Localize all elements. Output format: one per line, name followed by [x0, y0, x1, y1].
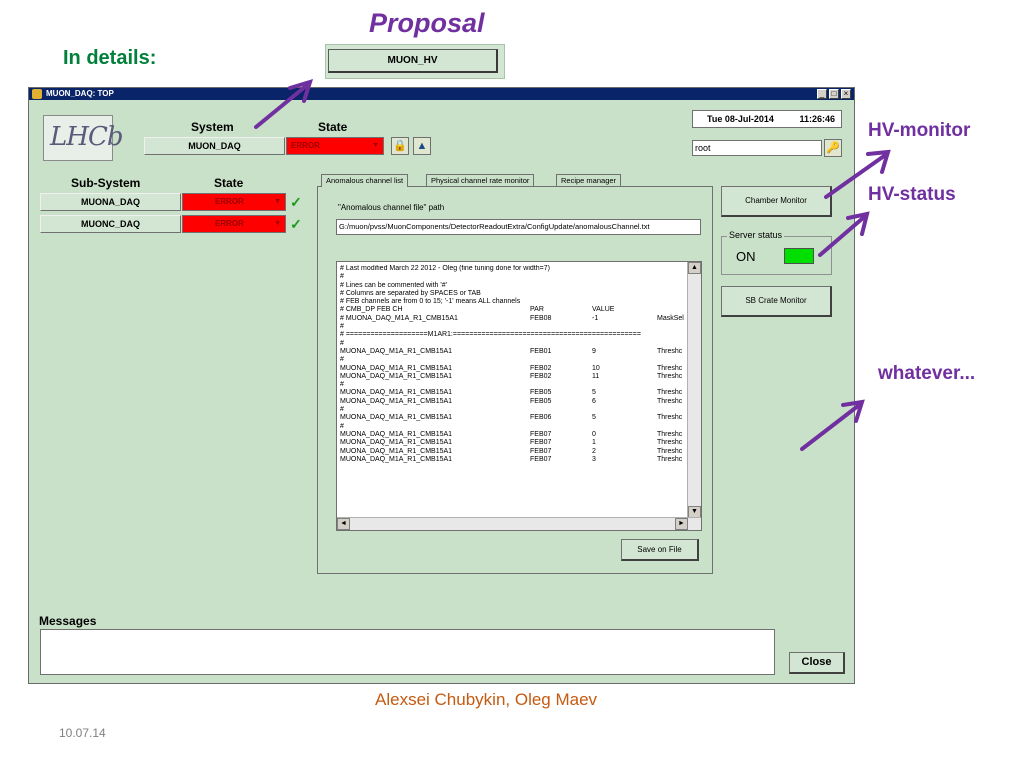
server-status-led [784, 248, 814, 264]
list-cell: # [340, 339, 344, 347]
list-cell: 5 [592, 414, 596, 422]
list-cell: MUONA_DAQ_M1A_R1_CMB15A1 [340, 447, 453, 455]
minimize-icon[interactable]: _ [817, 89, 827, 99]
list-item [340, 273, 685, 281]
list-cell: Threshc [657, 372, 683, 380]
lock-icon[interactable]: 🔒 [391, 137, 409, 155]
tab-anomalous-channel-list[interactable]: Anomalous channel list [321, 174, 408, 187]
list-item [340, 448, 685, 456]
list-item [340, 306, 685, 314]
list-cell: 6 [592, 397, 596, 405]
system-field[interactable]: MUON_DAQ [144, 137, 285, 155]
slide-subtitle: In details: [63, 47, 157, 69]
scroll-down-icon[interactable]: ▼ [688, 506, 701, 518]
list-cell: MUONA_DAQ_M1A_R1_CMB15A1 [340, 455, 453, 463]
list-cell: 1 [592, 439, 596, 447]
save-on-file-button[interactable]: Save on File [621, 539, 699, 561]
list-cell: Threshc [657, 364, 683, 372]
list-item [340, 406, 685, 414]
list-cell: FEB02 [530, 364, 552, 372]
list-item [340, 431, 685, 439]
date-value: Tue 08-Jul-2014 [707, 114, 774, 124]
checkmark-icon: ✓ [290, 194, 302, 210]
list-item [340, 298, 685, 306]
list-item [340, 282, 685, 290]
scroll-up-icon[interactable]: ▲ [688, 262, 701, 274]
scroll-left-icon[interactable]: ◄ [337, 518, 350, 530]
list-cell: # ====================M1AR1:============================================== [340, 331, 641, 339]
state-label: State [318, 120, 348, 134]
close-icon[interactable]: × [841, 89, 851, 99]
tab-physical-channel-rate-monitor[interactable]: Physical channel rate monitor [426, 174, 534, 186]
close-button[interactable]: Close [789, 652, 845, 674]
list-cell: Threshc [657, 414, 683, 422]
list-item [340, 381, 685, 389]
maximize-icon[interactable]: □ [829, 89, 839, 99]
muon-hv-preview [325, 44, 505, 79]
list-item [340, 265, 685, 273]
chamber-monitor-button[interactable]: Chamber Monitor [721, 186, 832, 217]
list-cell: # Last modified March 22 2012 - Oleg (fine tuning done for width=7) [340, 265, 550, 272]
warning-icon[interactable]: ▲ [413, 137, 431, 155]
file-path-input[interactable]: G:/muon/pvss/MuonComponents/DetectorReadoutExtra/ConfigUpdate/anomalousChannel.txt [336, 219, 701, 235]
messages-box[interactable] [40, 629, 775, 675]
list-item [340, 315, 685, 323]
subsystem-muonc-state[interactable] [182, 215, 286, 233]
list-cell: # [340, 273, 344, 281]
list-cell: 10 [592, 364, 600, 372]
list-item [340, 423, 685, 431]
list-cell: Threshc [657, 430, 683, 438]
subsystem-muona[interactable]: MUONA_DAQ [40, 193, 181, 211]
list-cell: MUONA_DAQ_M1A_R1_CMB15A1 [340, 430, 453, 438]
list-cell: Threshc [657, 347, 683, 355]
list-cell: FEB07 [530, 455, 552, 463]
system-state-dropdown[interactable] [286, 137, 384, 155]
anomalous-channel-panel [317, 186, 713, 574]
list-cell: 9 [592, 347, 596, 355]
subsystem-muona-state-value: ERROR [215, 197, 244, 206]
list-cell: Threshc [657, 439, 683, 447]
annotation-hv-status: HV-status [868, 184, 956, 205]
system-state-value: ERROR [291, 141, 320, 150]
server-status-label: Server status [729, 230, 783, 240]
window-titlebar[interactable] [29, 88, 854, 100]
channel-list-lines [340, 265, 685, 515]
list-cell: # FEB channels are from 0 to 15; '-1' means ALL channels [340, 298, 521, 306]
subsystem-muona-state[interactable] [182, 193, 286, 211]
list-cell: MUONA_DAQ_M1A_R1_CMB15A1 [340, 397, 453, 405]
list-cell: 11 [592, 372, 600, 380]
list-cell: MUONA_DAQ_M1A_R1_CMB15A1 [340, 364, 453, 372]
list-item [340, 356, 685, 364]
logo-text: LHCb [50, 122, 123, 152]
server-status-group [721, 230, 832, 275]
muon-hv-button[interactable]: MUON_HV [328, 49, 498, 73]
slide-date: 10.07.14 [59, 726, 106, 740]
arrow-hv-monitor-head [868, 152, 888, 172]
checkmark-icon: ✓ [290, 216, 302, 232]
list-item [340, 456, 685, 464]
slide-title: Proposal [369, 8, 485, 38]
list-cell: 5 [592, 389, 596, 397]
list-item [340, 323, 685, 331]
tab-recipe-manager[interactable]: Recipe manager [556, 174, 621, 186]
list-cell: # CMB_DP FEB CH [340, 306, 403, 314]
list-cell: MUONA_DAQ_M1A_R1_CMB15A1 [340, 439, 453, 447]
list-cell: # Lines can be commented with '#' [340, 281, 447, 289]
list-cell: # [340, 381, 344, 389]
list-cell: Threshc [657, 455, 683, 463]
list-cell: MaskSel [657, 314, 684, 322]
annotation-hv-monitor: HV-monitor [868, 120, 971, 141]
key-icon[interactable]: 🔑 [824, 139, 842, 157]
list-item [340, 348, 685, 356]
list-cell: FEB07 [530, 430, 552, 438]
user-field[interactable]: root [692, 140, 822, 156]
dropdown-arrow-icon: ▼ [274, 198, 281, 205]
list-cell: # [340, 356, 344, 364]
list-cell: 2 [592, 447, 596, 455]
list-cell: # [340, 422, 344, 430]
list-cell: MUONA_DAQ_M1A_R1_CMB15A1 [340, 389, 453, 397]
app-icon [32, 89, 42, 99]
list-cell: FEB01 [530, 347, 552, 355]
date-time-display [692, 110, 842, 128]
vertical-scrollbar[interactable] [687, 262, 701, 518]
system-label: System [191, 120, 234, 134]
subsystem-muonc[interactable]: MUONC_DAQ [40, 215, 181, 233]
horizontal-scrollbar[interactable] [337, 517, 702, 530]
list-cell: FEB07 [530, 447, 552, 455]
list-cell: PAR [530, 306, 544, 314]
window-title: MUON_DAQ: TOP [46, 89, 114, 98]
messages-label: Messages [39, 614, 97, 628]
list-cell: FEB08 [530, 314, 552, 322]
list-cell: FEB07 [530, 439, 552, 447]
dropdown-arrow-icon: ▼ [372, 142, 379, 149]
list-cell: Threshc [657, 397, 683, 405]
dropdown-arrow-icon: ▼ [274, 220, 281, 227]
authors: Alexsei Chubykin, Oleg Maev [375, 690, 598, 709]
list-item [340, 414, 685, 422]
file-path-label: "Anomalous channel file" path [338, 203, 445, 212]
list-cell: FEB02 [530, 372, 552, 380]
list-cell: MUONA_DAQ_M1A_R1_CMB15A1 [340, 347, 453, 355]
list-item [340, 398, 685, 406]
list-cell: # MUONA_DAQ_M1A_R1_CMB15A1 [340, 314, 458, 322]
list-cell: # [340, 323, 344, 331]
subsystem-state-header: State [214, 176, 244, 190]
time-value: 11:26:46 [799, 114, 835, 124]
list-cell: 3 [592, 455, 596, 463]
list-cell: # Columns are separated by SPACES or TAB [340, 289, 481, 297]
list-cell: FEB06 [530, 414, 552, 422]
list-item [340, 290, 685, 298]
list-cell: Threshc [657, 447, 683, 455]
list-cell: Threshc [657, 389, 683, 397]
list-item [340, 373, 685, 381]
subsystem-muonc-state-value: ERROR [215, 219, 244, 228]
sb-crate-monitor-button[interactable]: SB Crate Monitor [721, 286, 832, 317]
server-status-value: ON [736, 249, 756, 264]
muon-daq-window [28, 87, 855, 684]
list-cell: FEB05 [530, 397, 552, 405]
subsystem-header: Sub-System [71, 176, 141, 190]
list-cell: FEB05 [530, 389, 552, 397]
list-cell: MUONA_DAQ_M1A_R1_CMB15A1 [340, 372, 453, 380]
list-cell: VALUE [592, 306, 615, 314]
list-item [340, 389, 685, 397]
list-cell: MUONA_DAQ_M1A_R1_CMB15A1 [340, 414, 453, 422]
annotation-whatever: whatever... [878, 363, 976, 384]
scroll-right-icon[interactable]: ► [675, 518, 688, 530]
list-item [340, 365, 685, 373]
list-item [340, 439, 685, 447]
channel-list[interactable] [336, 261, 702, 531]
list-cell: # [340, 406, 344, 414]
list-cell: 0 [592, 430, 596, 438]
lhcb-logo [43, 115, 123, 161]
list-item [340, 340, 685, 348]
list-item [340, 331, 685, 339]
list-cell: -1 [592, 314, 599, 322]
